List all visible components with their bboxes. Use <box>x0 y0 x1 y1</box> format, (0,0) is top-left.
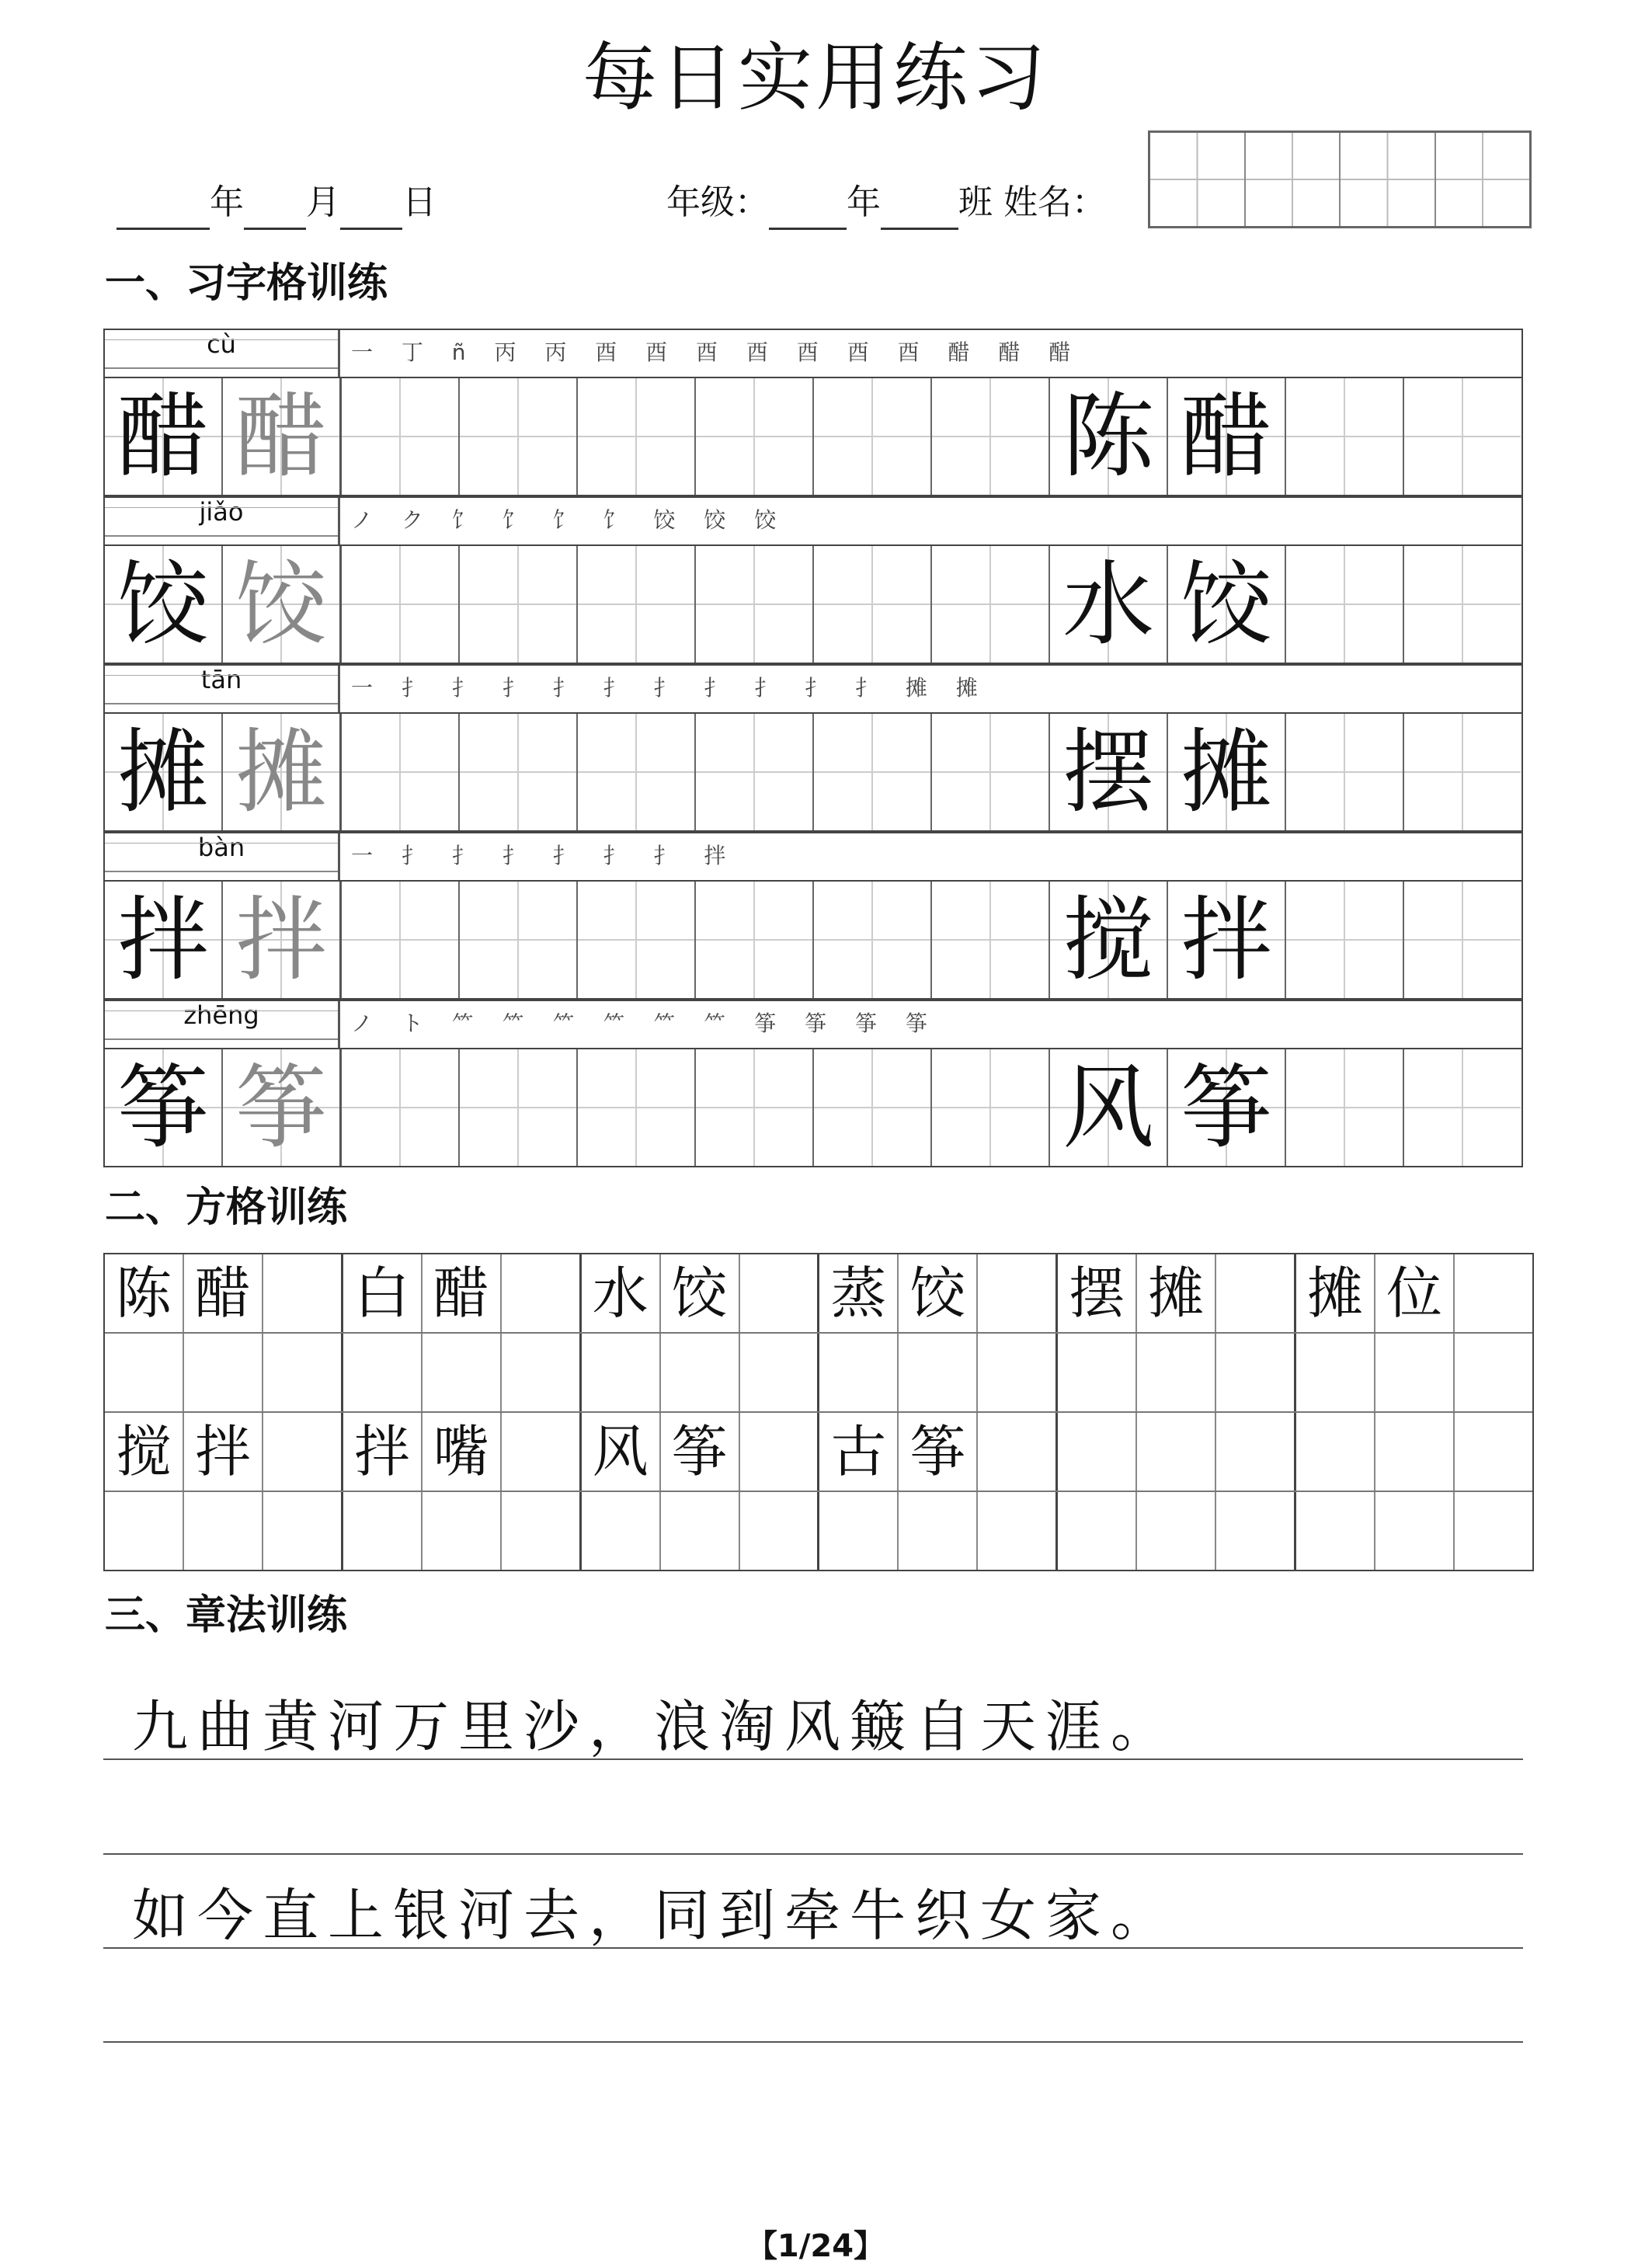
grid-char: 白 <box>343 1254 423 1332</box>
day-label: 日 <box>402 183 436 222</box>
name-cell[interactable] <box>1436 133 1530 226</box>
word-char-first: 水 <box>1050 546 1168 663</box>
grid-cell[interactable] <box>343 1492 423 1570</box>
practice-cell[interactable] <box>1404 1049 1521 1166</box>
date-line <box>116 176 436 230</box>
grid-cell[interactable] <box>263 1334 343 1411</box>
grid-cell[interactable] <box>184 1492 263 1570</box>
char-practice-grid <box>103 329 1523 1167</box>
grid-char: 嘴 <box>423 1413 502 1491</box>
grid-cell[interactable] <box>661 1492 740 1570</box>
stroke-order: 一 扌 扌 扌 扌 扌 扌 拌 <box>351 843 737 868</box>
practice-cell[interactable] <box>696 378 814 495</box>
grid-cell[interactable] <box>1455 1334 1532 1411</box>
day-blank[interactable] <box>340 197 402 230</box>
practice-cell[interactable] <box>1286 1049 1404 1166</box>
practice-cell[interactable] <box>696 714 814 830</box>
class-line <box>666 176 1106 230</box>
stroke-order: ノ ト ⺮ ⺮ ⺮ ⺮ ⺮ ⺮ 筝 筝 筝 筝 <box>351 1011 938 1036</box>
grid-char: 风 <box>582 1413 661 1491</box>
practice-cell[interactable] <box>1286 546 1404 663</box>
char-row <box>103 880 1523 1000</box>
year-label: 年 <box>210 183 244 222</box>
practice-cell[interactable] <box>696 1049 814 1166</box>
practice-cell[interactable] <box>460 546 578 663</box>
grid-char: 位 <box>1375 1254 1455 1332</box>
practice-cell[interactable] <box>342 1049 460 1166</box>
practice-cell[interactable] <box>578 714 696 830</box>
grid-cell[interactable] <box>1216 1254 1296 1332</box>
practice-cell[interactable] <box>696 882 814 998</box>
practice-cell[interactable] <box>932 882 1050 998</box>
writing-rule[interactable] <box>103 1853 1523 1855</box>
grid-cell[interactable] <box>1455 1254 1532 1332</box>
grade-label: 年级： <box>666 183 769 222</box>
practice-cell[interactable] <box>814 378 932 495</box>
word-char-first: 风 <box>1050 1049 1168 1166</box>
stroke-order: 一 扌 扌 扌 扌 扌 扌 扌 扌 扌 扌 摊 摊 <box>351 675 989 701</box>
section-2-title: 二、方格训练 <box>105 1184 348 1231</box>
trace-char: 摊 <box>223 714 342 830</box>
verse-line-1: 九曲黄河万里沙，浪淘风簸自天涯。 <box>132 1694 1177 1759</box>
practice-cell[interactable] <box>460 378 578 495</box>
grid-row <box>105 1334 1532 1413</box>
word-char-second: 摊 <box>1168 714 1286 830</box>
model-char: 醋 <box>105 378 223 495</box>
page-title: 每日实用练习 <box>582 34 1048 121</box>
pinyin-row <box>103 1000 1523 1048</box>
grid-char: 拌 <box>184 1413 263 1491</box>
grid-cell[interactable] <box>1375 1492 1455 1570</box>
practice-cell[interactable] <box>342 378 460 495</box>
grid-cell[interactable] <box>1058 1492 1137 1570</box>
practice-cell[interactable] <box>460 1049 578 1166</box>
grid-cell[interactable] <box>263 1413 343 1491</box>
grid-row <box>105 1413 1532 1492</box>
grid-cell[interactable] <box>1296 1334 1375 1411</box>
grid-cell[interactable] <box>1137 1492 1216 1570</box>
practice-cell[interactable] <box>1404 378 1521 495</box>
practice-cell[interactable] <box>932 1049 1050 1166</box>
word-char-second: 醋 <box>1168 378 1286 495</box>
grid-cell[interactable] <box>105 1334 184 1411</box>
pinyin-row <box>103 496 1523 544</box>
page-indicator: 【1/24】 <box>746 2228 885 2264</box>
practice-cell[interactable] <box>578 882 696 998</box>
year-blank[interactable] <box>116 197 210 230</box>
grid-row <box>105 1492 1532 1570</box>
name-cell[interactable] <box>1246 133 1341 226</box>
grid-cell[interactable] <box>1455 1413 1532 1491</box>
grid-cell[interactable] <box>740 1492 820 1570</box>
grid-char: 饺 <box>899 1254 978 1332</box>
grid-cell[interactable] <box>263 1254 343 1332</box>
trace-char: 拌 <box>223 882 342 998</box>
name-cell[interactable] <box>1341 133 1436 226</box>
trace-char: 饺 <box>223 546 342 663</box>
grid-cell[interactable] <box>819 1334 899 1411</box>
grid-cell[interactable] <box>582 1334 661 1411</box>
practice-cell[interactable] <box>1286 714 1404 830</box>
model-char: 拌 <box>105 882 223 998</box>
practice-cell[interactable] <box>578 546 696 663</box>
grade-blank[interactable] <box>769 197 847 230</box>
grid-cell[interactable] <box>978 1334 1058 1411</box>
grid-cell[interactable] <box>1216 1413 1296 1491</box>
grid-cell[interactable] <box>1296 1492 1375 1570</box>
grid-cell[interactable] <box>1216 1492 1296 1570</box>
grade-year-label: 年 <box>847 183 881 222</box>
grid-char: 醋 <box>423 1254 502 1332</box>
char-row <box>103 712 1523 832</box>
grid-cell[interactable] <box>582 1492 661 1570</box>
writing-rule[interactable] <box>103 2041 1523 2043</box>
stroke-order: 一 丁 ñ 丙 丙 酉 酉 酉 酉 酉 酉 酉 醋 醋 醋 <box>351 339 1082 365</box>
pinyin-row <box>103 329 1523 377</box>
practice-cell[interactable] <box>1286 882 1404 998</box>
grid-char: 搅 <box>105 1413 184 1491</box>
char-row <box>103 544 1523 664</box>
grid-cell[interactable] <box>1296 1413 1375 1491</box>
grid-row <box>105 1254 1532 1334</box>
practice-cell[interactable] <box>1404 714 1521 830</box>
practice-cell[interactable] <box>1404 546 1521 663</box>
grid-cell[interactable] <box>899 1334 978 1411</box>
pinyin-label: tān <box>105 666 340 712</box>
practice-cell[interactable] <box>460 714 578 830</box>
practice-cell[interactable] <box>814 714 932 830</box>
pinyin-label: jiǎo <box>105 498 340 544</box>
pinyin-row <box>103 664 1523 712</box>
grid-char: 拌 <box>343 1413 423 1491</box>
grid-cell[interactable] <box>661 1334 740 1411</box>
pinyin-label: bàn <box>105 833 340 880</box>
grid-cell[interactable] <box>740 1334 820 1411</box>
word-char-second: 饺 <box>1168 546 1286 663</box>
grid-cell[interactable] <box>899 1492 978 1570</box>
practice-cell[interactable] <box>814 882 932 998</box>
grid-char: 摊 <box>1137 1254 1216 1332</box>
practice-cell[interactable] <box>578 378 696 495</box>
grid-cell[interactable] <box>502 1254 582 1332</box>
grid-cell[interactable] <box>343 1334 423 1411</box>
grid-char: 蒸 <box>819 1254 899 1332</box>
grid-cell[interactable] <box>423 1334 502 1411</box>
grid-cell[interactable] <box>1058 1334 1137 1411</box>
grid-cell[interactable] <box>1375 1413 1455 1491</box>
writing-rule[interactable] <box>103 1758 1523 1760</box>
word-char-first: 陈 <box>1050 378 1168 495</box>
char-row <box>103 1048 1523 1167</box>
model-char: 筝 <box>105 1049 223 1166</box>
grid-cell[interactable] <box>502 1334 582 1411</box>
writing-rule[interactable] <box>103 1947 1523 1949</box>
grid-cell[interactable] <box>423 1492 502 1570</box>
name-cell[interactable] <box>1150 133 1246 226</box>
grid-char: 筝 <box>899 1413 978 1491</box>
section-3-title: 三、章法训练 <box>105 1592 348 1639</box>
pinyin-label: zhēng <box>105 1001 340 1048</box>
word-char-second: 拌 <box>1168 882 1286 998</box>
grid-cell[interactable] <box>1137 1413 1216 1491</box>
char-row <box>103 377 1523 496</box>
word-char-first: 摆 <box>1050 714 1168 830</box>
grid-cell[interactable] <box>184 1334 263 1411</box>
trace-char: 醋 <box>223 378 342 495</box>
practice-cell[interactable] <box>814 1049 932 1166</box>
grid-cell[interactable] <box>1216 1334 1296 1411</box>
grid-char: 筝 <box>661 1413 740 1491</box>
word-char-first: 搅 <box>1050 882 1168 998</box>
grid-cell[interactable] <box>740 1254 820 1332</box>
grid-cell[interactable] <box>263 1492 343 1570</box>
practice-cell[interactable] <box>342 546 460 663</box>
grid-cell[interactable] <box>1375 1334 1455 1411</box>
grid-char: 摊 <box>1296 1254 1375 1332</box>
grid-cell[interactable] <box>105 1492 184 1570</box>
class-blank[interactable] <box>881 197 958 230</box>
grid-char: 古 <box>819 1413 899 1491</box>
month-label: 月 <box>306 183 340 222</box>
model-char: 摊 <box>105 714 223 830</box>
practice-cell[interactable] <box>932 546 1050 663</box>
practice-cell[interactable] <box>1286 378 1404 495</box>
grid-cell[interactable] <box>1058 1413 1137 1491</box>
pinyin-label: cù <box>105 330 340 377</box>
grid-cell[interactable] <box>1455 1492 1532 1570</box>
practice-cell[interactable] <box>460 882 578 998</box>
grid-cell[interactable] <box>978 1413 1058 1491</box>
model-char: 饺 <box>105 546 223 663</box>
grid-char: 饺 <box>661 1254 740 1332</box>
grid-cell[interactable] <box>978 1492 1058 1570</box>
square-grid <box>103 1253 1534 1571</box>
practice-cell[interactable] <box>1404 882 1521 998</box>
grid-char: 摆 <box>1058 1254 1137 1332</box>
month-blank[interactable] <box>244 197 306 230</box>
pinyin-row <box>103 832 1523 880</box>
trace-char: 筝 <box>223 1049 342 1166</box>
practice-cell[interactable] <box>342 882 460 998</box>
grid-char: 醋 <box>184 1254 263 1332</box>
practice-cell[interactable] <box>932 378 1050 495</box>
verse-line-2: 如今直上银河去，同到牵牛织女家。 <box>132 1883 1177 1948</box>
stroke-order: ノ ク 饣 饣 饣 饣 饺 饺 饺 <box>351 507 788 533</box>
name-grid[interactable] <box>1148 130 1532 228</box>
practice-cell[interactable] <box>814 546 932 663</box>
grid-char: 水 <box>582 1254 661 1332</box>
class-name-label: 班 姓名： <box>958 183 1106 222</box>
practice-cell[interactable] <box>578 1049 696 1166</box>
grid-char: 陈 <box>105 1254 184 1332</box>
practice-cell[interactable] <box>932 714 1050 830</box>
grid-cell[interactable] <box>978 1254 1058 1332</box>
grid-cell[interactable] <box>740 1413 820 1491</box>
practice-cell[interactable] <box>342 714 460 830</box>
practice-cell[interactable] <box>696 546 814 663</box>
section-1-title: 一、习字格训练 <box>105 260 388 307</box>
grid-cell[interactable] <box>502 1413 582 1491</box>
grid-cell[interactable] <box>502 1492 582 1570</box>
grid-cell[interactable] <box>1137 1334 1216 1411</box>
grid-cell[interactable] <box>819 1492 899 1570</box>
word-char-second: 筝 <box>1168 1049 1286 1166</box>
